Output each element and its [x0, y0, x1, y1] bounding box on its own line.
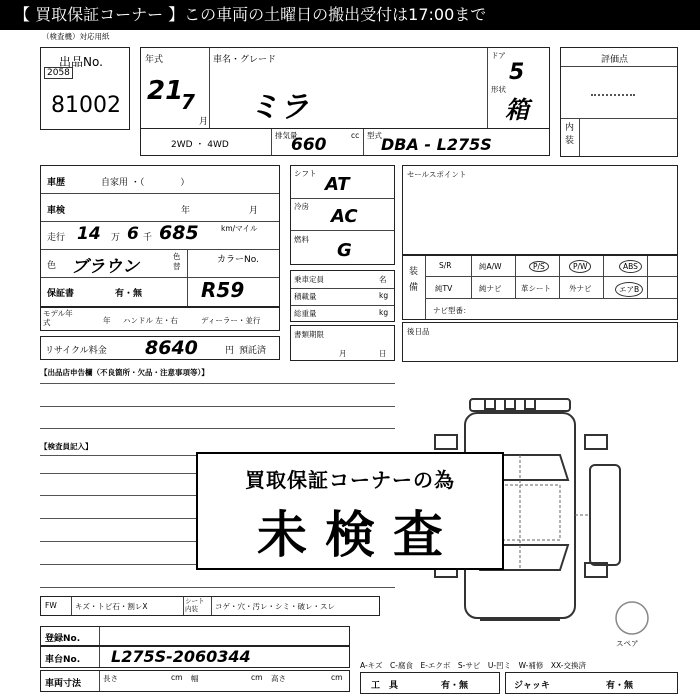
- jack-value: 有・無: [606, 681, 634, 691]
- navi-model-label: ナビ型番：: [433, 306, 471, 315]
- postdate-label: 後日品: [407, 327, 430, 336]
- jack-box: [505, 672, 678, 694]
- year-label: 年式: [145, 55, 164, 65]
- shift-label: シフト: [294, 169, 317, 178]
- score-box: [560, 47, 678, 157]
- size-width-unit: cm: [251, 673, 263, 682]
- displacement-unit: cc: [351, 131, 360, 140]
- recycle-label: リサイクル料金: [45, 346, 107, 356]
- chassis-label: 車台No.: [45, 655, 81, 665]
- shape-value: 箱: [505, 96, 529, 124]
- eq-leather: 革シート: [521, 284, 551, 293]
- warranty-value: 有・無: [115, 289, 143, 299]
- sales-point-label: セールスポイント: [407, 170, 467, 179]
- shape-label: 形状: [491, 85, 506, 94]
- capacity-box: [290, 270, 395, 322]
- ac-label: 冷房: [294, 202, 309, 211]
- drive-row: [140, 128, 550, 156]
- eq-pw: P/W: [569, 260, 591, 273]
- fw-label: FW: [45, 601, 57, 610]
- recycle-value: 8640: [145, 337, 198, 359]
- model-label: 型式: [367, 131, 382, 140]
- deadline-day: 日: [379, 349, 387, 358]
- lot-code: 2058: [44, 67, 73, 79]
- chassis-value: L275S-2060344: [111, 647, 251, 666]
- mileage-value2: 6: [127, 224, 139, 244]
- registration-label: 登録No.: [45, 634, 81, 644]
- history-value: 自家用 ・（ ）: [101, 178, 190, 188]
- eq-ps: P/S: [529, 261, 549, 272]
- mileage-unit: km/マイル: [221, 224, 258, 233]
- drive-value: 2WD ・ 4WD: [171, 140, 229, 150]
- size-row: [40, 670, 350, 692]
- tools-label: 工 具: [371, 681, 399, 691]
- banner-text: 【 買取保証コーナー 】この車両の土曜日の搬出受付は17:00まで: [14, 5, 487, 24]
- color-value: ブラウン: [71, 257, 139, 277]
- spec-box: [290, 165, 395, 265]
- stamp-top: 買取保証コーナーの為: [245, 468, 455, 492]
- declaration-label: 【出品店申告欄（不良箇所・欠品・注意事項等）】: [40, 368, 209, 377]
- month-unit: 月: [199, 117, 209, 127]
- deadline-box: [290, 325, 395, 361]
- inspection-year: 年: [181, 206, 191, 216]
- mileage-value3: 685: [159, 222, 199, 244]
- ac-value: AC: [331, 206, 358, 227]
- size-length: 長さ: [103, 674, 118, 683]
- damage-legend: A-キズ C-腐食 E-エクボ S-サビ U-凹ミ W-補修 XX-交換済: [360, 661, 586, 670]
- year-value: 21: [147, 76, 184, 106]
- model-year-row: [40, 307, 280, 331]
- inspection-month: 月: [249, 206, 259, 216]
- eq-aw: 純A/W: [479, 262, 502, 271]
- capacity-label: 乗車定員: [294, 275, 324, 284]
- color-code-label: カラーNo.: [217, 255, 259, 265]
- size-height: 高さ: [271, 674, 286, 683]
- chassis-row: [40, 646, 350, 668]
- deadline-label: 書類期限: [294, 330, 324, 339]
- size-height-unit: cm: [331, 673, 343, 682]
- fw-text: キズ・トビ石・割レX: [75, 602, 148, 611]
- weight-label: 総重量: [294, 309, 317, 318]
- history-box: [40, 165, 280, 307]
- recycle-deposit: 預託済: [239, 346, 267, 356]
- warranty-label: 保証書: [47, 289, 75, 299]
- mileage-sen: 千: [143, 233, 153, 243]
- car-info-box: [140, 47, 550, 129]
- fuel-label: 燃料: [294, 235, 309, 244]
- eq-airbag: エアB: [615, 282, 643, 297]
- subhead: （検査機）対応用紙: [42, 32, 110, 41]
- capacity-unit: 名: [379, 275, 387, 284]
- lot-box: [40, 47, 130, 130]
- door-value: 5: [509, 60, 525, 85]
- model-year-label: モデル年式: [43, 309, 73, 327]
- legend-row: [40, 596, 380, 616]
- weight-unit: kg: [379, 308, 389, 317]
- eq-navi: 純ナビ: [479, 284, 502, 293]
- car-name: ミラ: [249, 90, 309, 125]
- interior-label: 内装: [565, 123, 575, 146]
- lot-label: 出品No.: [59, 55, 103, 69]
- model-value: DBA - L275S: [381, 135, 492, 154]
- recycle-unit: 円: [225, 346, 235, 356]
- jack-label: ジャッキ: [514, 681, 550, 691]
- car-label: 車名・グレード: [213, 55, 277, 65]
- year-month: 7: [181, 90, 195, 114]
- fuel-value: G: [337, 240, 352, 261]
- color-code-value: R59: [201, 278, 245, 302]
- size-label: 車両寸法: [45, 679, 82, 689]
- displacement-label: 排気量: [275, 131, 298, 140]
- spare-tire-icon: [614, 600, 650, 636]
- load-label: 積載量: [294, 292, 317, 301]
- registration-row: [40, 626, 350, 646]
- size-length-unit: cm: [171, 673, 183, 682]
- handle-label: ハンドル 左・右: [123, 316, 178, 325]
- sales-point-box: [402, 165, 678, 255]
- recycle-row: [40, 336, 280, 360]
- load-unit: kg: [379, 291, 389, 300]
- deadline-month: 月: [339, 349, 347, 358]
- eq-tv: 純TV: [435, 284, 453, 293]
- displacement-value: 660: [291, 135, 327, 155]
- top-banner: [0, 0, 700, 30]
- spare-label: スペア: [616, 639, 639, 648]
- stamp-main: 未検査: [257, 506, 461, 564]
- mileage-man: 万: [111, 233, 121, 243]
- model-year-year: 年: [103, 316, 111, 325]
- dealer-label: ディーラー・並行: [201, 316, 261, 325]
- color-change-label: 色替: [173, 252, 181, 271]
- size-width: 幅: [191, 674, 199, 683]
- door-label: ドア: [491, 51, 506, 60]
- equipment-label: 装備: [409, 267, 419, 293]
- color-label: 色: [47, 261, 57, 271]
- equipment-box: [402, 255, 678, 320]
- inspector-label: 【検査員記入】: [40, 442, 93, 451]
- stamp: [196, 452, 504, 570]
- postdate-box: [402, 322, 678, 362]
- inspection-label: 車検: [47, 206, 66, 216]
- lot-number: 81002: [51, 93, 121, 118]
- shift-value: AT: [325, 174, 350, 195]
- score-label: 評価点: [601, 55, 629, 65]
- eq-ext-navi: 外ナビ: [569, 284, 592, 293]
- eq-sr: S/R: [439, 261, 452, 270]
- mileage-value1: 14: [77, 224, 101, 244]
- history-label: 車歴: [47, 178, 66, 188]
- seat-text: コゲ・穴・汚レ・シミ・破レ・スレ: [215, 602, 335, 611]
- eq-abs: ABS: [619, 260, 642, 273]
- tools-value: 有・無: [441, 681, 469, 691]
- seat-label: シート内装: [185, 597, 205, 613]
- mileage-label: 走行: [47, 233, 66, 243]
- tools-box: [360, 672, 500, 694]
